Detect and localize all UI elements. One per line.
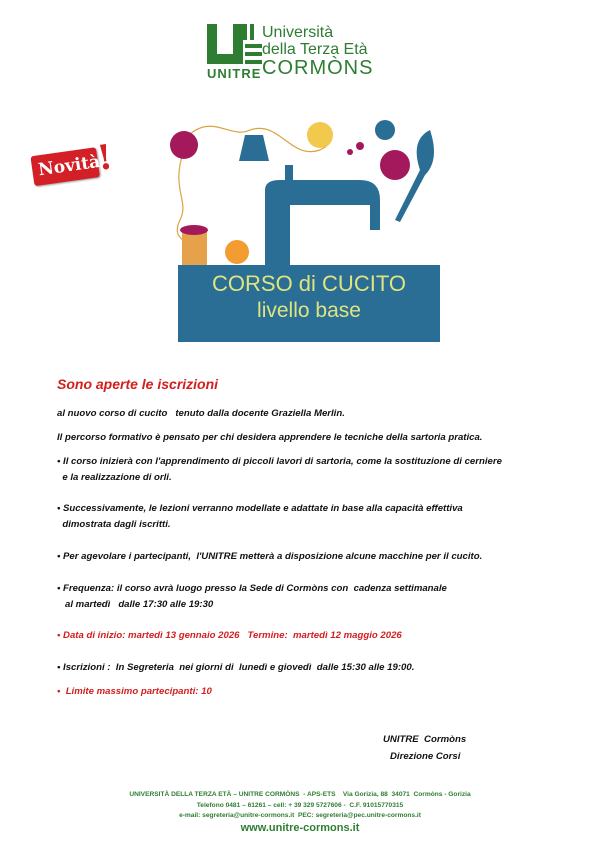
bullet-dates: • Data di inizio: martedì 13 gennaio 2026 Termine: martedì 12 maggio 2026	[57, 630, 402, 641]
banner-subtitle: livello base	[257, 299, 361, 322]
bullet-registration: • Iscrizioni : In Segreteria nei giorni di lunedì e giovedì dalle 15:30 alle 19:00.	[57, 662, 415, 673]
footer-line-2: Telefono 0481 – 61261 – cell: + 39 329 5727606 - C.F. 91015770315	[196, 802, 404, 809]
banner-title: CORSO di CUCITO	[212, 271, 406, 296]
intro-2: Il percorso formativo è pensato per chi desidera apprendere le tecniche della sartoria pratica.	[57, 432, 483, 443]
bullet-limit: • Limite massimo partecipanti: 10	[57, 686, 212, 697]
intro-1: al nuovo corso di cucito tenuto dalla docente Graziella Merlin.	[57, 408, 345, 419]
bullet-2b: dimostrata dagli iscritti.	[57, 519, 171, 530]
bullet-4a: • Frequenza: il corso avrà luogo presso la Sede di Cormòns con cadenza settimanale	[57, 583, 447, 594]
signature-2: Direzione Corsi	[390, 751, 461, 762]
sun-icon	[307, 122, 333, 148]
logo-line-3: CORMÒNS	[262, 57, 374, 79]
footer-website-link[interactable]: www.unitre-cormons.it	[240, 822, 360, 834]
logo-unitre: UNITRE	[207, 66, 262, 81]
bullet-1a: • Il corso inizierà con l'apprendimento di piccoli lavori di sartoria, come la sostituzione di cerniere	[57, 456, 502, 467]
footer-line-3: e-mail: segreteria@unitre-cormons.it PEC: segreteria@pec.unitre-cormons.it	[179, 812, 421, 819]
badge-text: Novità	[37, 151, 102, 181]
thimble-icon	[239, 135, 269, 161]
badge-exclamation: !	[94, 137, 116, 179]
footer-line-1: UNIVERSITÀ DELLA TERZA ETÀ – UNITRE CORMÒNS - APS-ETS Via Gorizia, 88 34071 Cormòns - Gorizia	[129, 791, 471, 798]
course-banner	[178, 265, 440, 342]
bullet-2a: • Successivamente, le lezioni verranno modellate e adattate in base alla capacità effettiva	[57, 503, 463, 514]
logo-line-1: Università	[262, 24, 334, 41]
button-icon	[170, 131, 198, 159]
bullet-3: • Per agevolare i partecipanti, l'UNITRE metterà a disposizione alcune macchine per il cucito.	[57, 551, 483, 562]
sewing-machine-icon	[265, 180, 380, 265]
bullet-4b: al martedì dalle 17:30 alle 19:30	[57, 599, 214, 610]
unitre-logo-icon	[207, 24, 262, 66]
signature-1: UNITRE Cormòns	[383, 734, 467, 745]
logo-text	[262, 24, 373, 78]
novita-badge	[29, 137, 116, 192]
logo-line-2: della Terza Età	[262, 41, 368, 58]
bullet-1b: e la realizzazione di orli.	[57, 472, 172, 483]
heading: Sono aperte le iscrizioni	[57, 376, 219, 392]
